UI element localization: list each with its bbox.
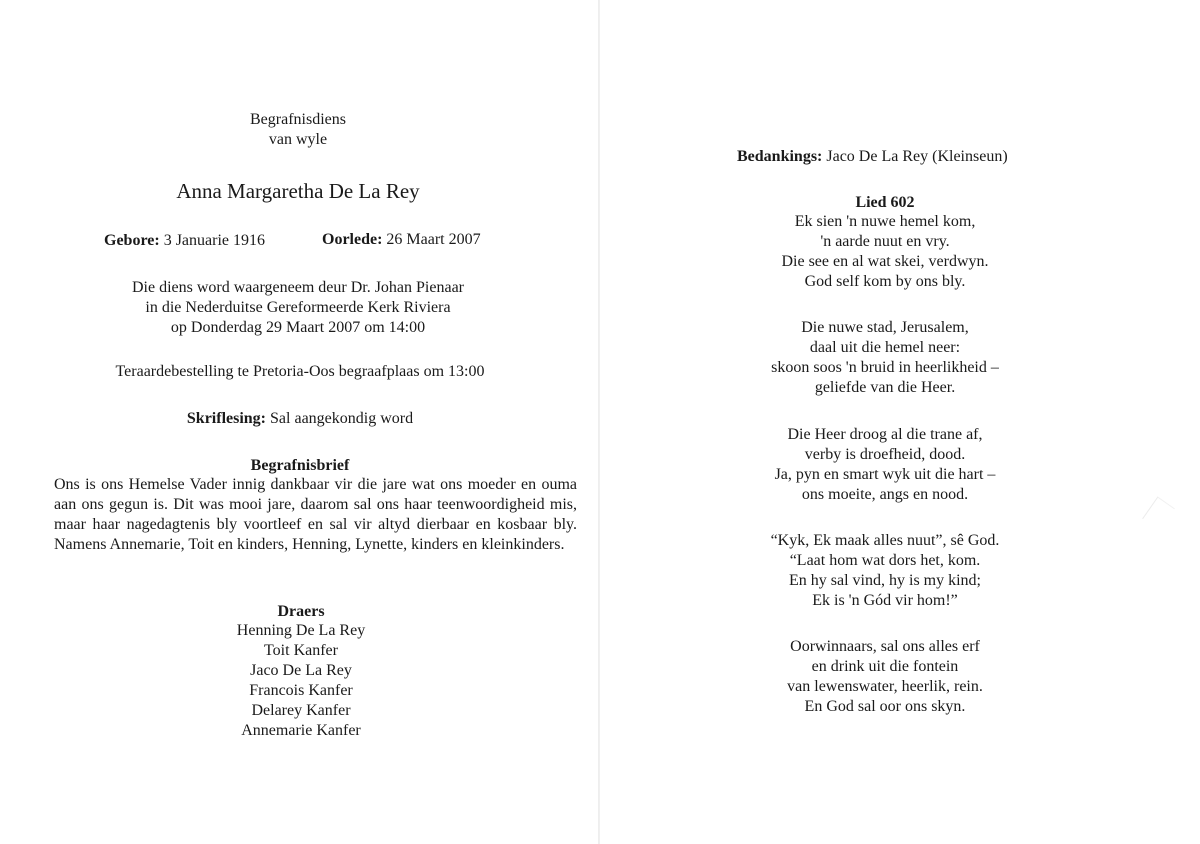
born-label: Gebore: [104,232,160,249]
thanks-value: Jaco De La Rey (Kleinseun) [826,148,1008,165]
bearer-name: Annemarie Kanfer [241,722,361,739]
hymn-stanza [600,425,1170,505]
thanks-label: Bedankings: [737,148,823,165]
bearer-name: Jaco De La Rey [250,662,352,679]
hymn-line: Die nuwe stad, Jerusalem, [801,319,969,336]
hymn-line: Die Heer droog al die trane af, [787,426,983,443]
hymn-line: Die see en al wat skei, verdwyn. [781,253,989,270]
service-line: in die Nederduitse Gereformeerde Kerk Riviera [145,299,451,316]
hymn-line: daal uit die hemel neer: [809,339,961,356]
bearer-name: Delarey Kanfer [251,702,351,719]
hymn-line: Ja, pyn en smart wyk uit die hart – [774,466,996,483]
reading-value: Sal aangekondig word [270,410,414,427]
bearer-name: Francois Kanfer [249,682,353,699]
service-title: Begrafnisdiens [250,111,346,128]
thanks-row [737,147,1008,167]
service-details [0,278,596,338]
deceased-name: Anna Margaretha De La Rey [176,179,420,203]
hymn-line: En hy sal vind, hy is my kind; [789,572,981,589]
hymn-line: van lewenswater, heerlik, rein. [787,678,983,695]
letter-heading: Begrafnisbrief [250,457,350,474]
hymn-line: skoon soos 'n bruid in heerlikheid – [771,359,999,376]
hymn-line: “Laat hom wat dors het, kom. [789,552,981,569]
hymn-line: en drink uit die fontein [811,658,959,675]
hymn-line: verby is droefheid, dood. [804,446,966,463]
bearers-heading: Draers [277,603,325,620]
hymn-line: En God sal oor ons skyn. [804,698,966,715]
hymn-line: ons moeite, angs en nood. [801,486,969,503]
died-row [322,230,481,250]
hymn-line: 'n aarde nuut en vry. [820,233,950,250]
hymn-line: Ek sien 'n nuwe hemel kom, [794,213,976,230]
born-row [104,231,265,251]
hymn-line: God self kom by ons bly. [804,273,966,290]
hymn-stanza [600,531,1170,611]
right-page [600,0,1200,844]
reading-label: Skriflesing: [186,410,267,427]
service-line: Die diens word waargeneem deur Dr. Johan Pienaar [131,279,465,296]
born-value: 3 Januarie 1916 [163,232,265,249]
letter-text: Ons is ons Hemelse Vader innig dankbaar vir die jare wat ons moeder en ouma aan ons gegun is. Dit was mooi jare, daarom sal ons haar teenwoordigheid mis, maar haar nagedagtenis bly voortleef en sal vir altyd dierbaar en kosbaar bly. Namens Annemarie, Toit en kinders, Henning, Lynette, kinders en kleinkinders. [54,476,577,553]
died-label: Oorlede: [322,231,383,248]
hymn-title: Lied 602 [855,194,915,211]
hymn-stanza [600,212,1170,292]
hymn-line: Ek is 'n Gód vir hom!” [812,592,958,609]
hymn-line: “Kyk, Ek maak alles nuut”, sê God. [770,532,1000,549]
service-subtitle: van wyle [268,131,328,148]
bearer-name: Henning De La Rey [236,622,366,639]
hymn-line: Oorwinnaars, sal ons alles erf [790,638,980,655]
hymn-line: geliefde van die Heer. [814,379,956,396]
hymn-stanza [600,637,1170,717]
hymn-stanza [600,318,1170,398]
reading-row [0,409,600,429]
died-value: 26 Maart 2007 [386,231,481,248]
bearer-name: Toit Kanfer [264,642,338,659]
burial-line: Teraardebestelling te Pretoria-Oos begraafplaas om 13:00 [115,363,485,380]
service-line: op Donderdag 29 Maart 2007 om 14:00 [170,319,426,336]
bearers-list [0,621,602,741]
